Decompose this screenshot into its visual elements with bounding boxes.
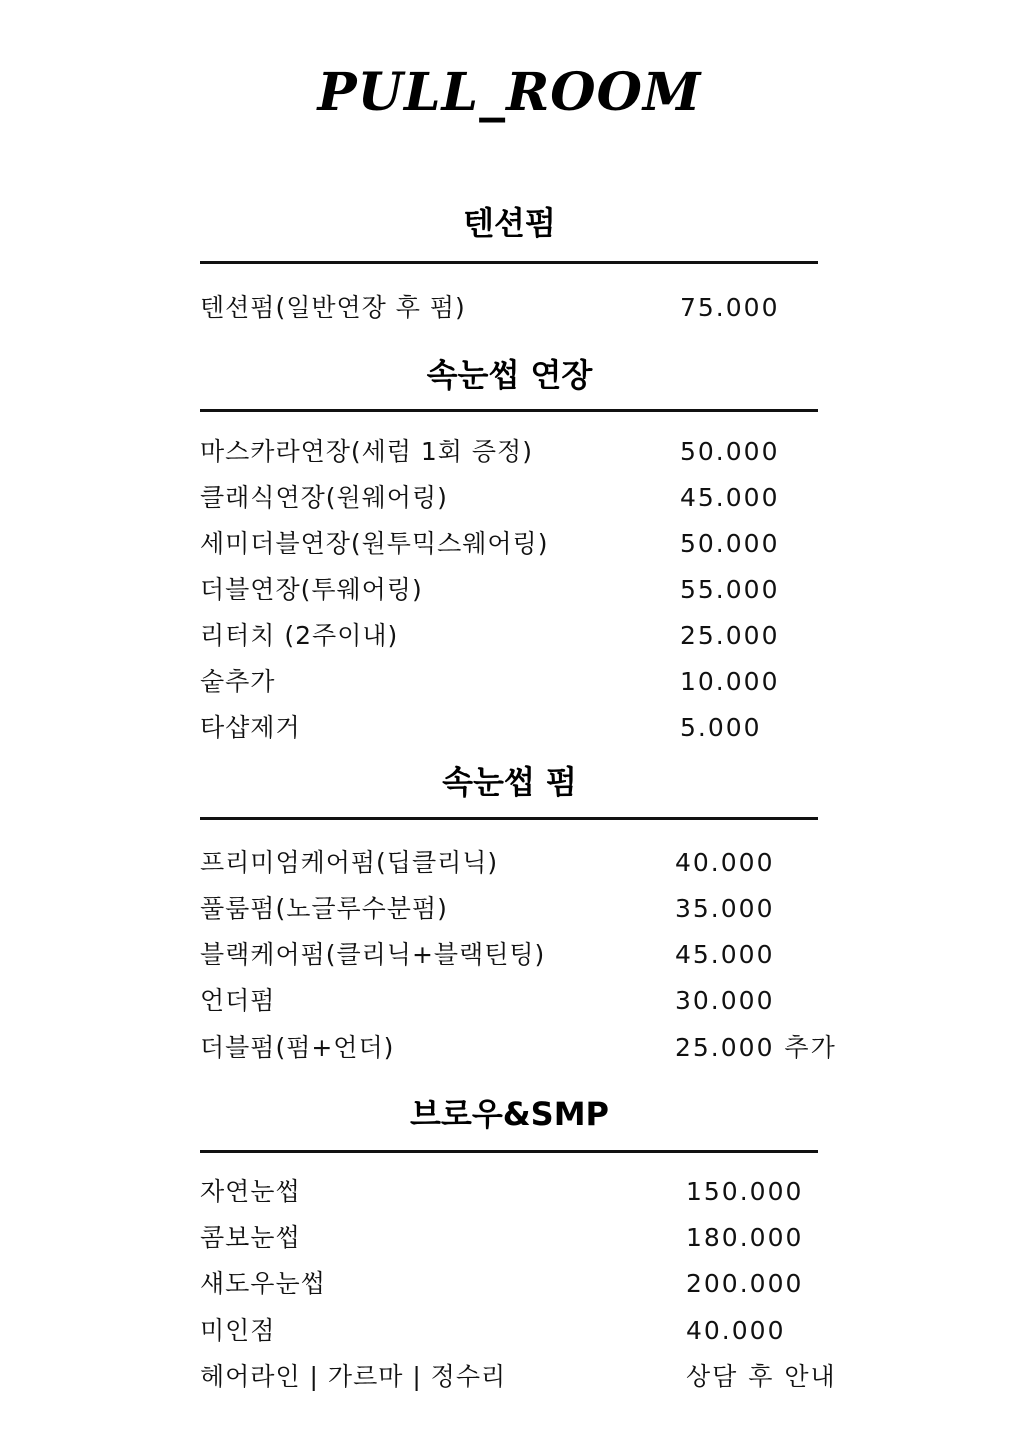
menu-item-name: 더블연장(투웨어링): [200, 575, 423, 604]
section-heading-lash-perm: 속눈썹 펌: [442, 763, 577, 801]
menu-item-name: 자연눈썹: [200, 1177, 301, 1206]
menu-item-price: 75.000: [680, 293, 780, 322]
menu-item-price: 180.000: [686, 1223, 804, 1252]
menu-item-name: 리터치 (2주이내): [200, 621, 399, 650]
section-divider: [200, 1150, 818, 1153]
section-heading-brow-smp: 브로우&SMP: [410, 1095, 609, 1133]
menu-item-name: 섀도우눈썹: [200, 1269, 326, 1298]
menu-item-price: 50.000: [680, 437, 780, 466]
section-heading-tension-perm: 텐션펌: [463, 204, 556, 242]
menu-item-price: 45.000: [675, 940, 775, 969]
menu-item-name: 클래식연장(원웨어링): [200, 483, 448, 512]
menu-item-price: 상담 후 안내: [686, 1362, 837, 1391]
menu-item-price: 200.000: [686, 1269, 804, 1298]
menu-item-name: 헤어라인 | 가르마 | 정수리: [200, 1362, 507, 1391]
menu-item-name: 더블펌(펌+언더): [200, 1033, 395, 1062]
menu-item-price: 35.000: [675, 894, 775, 923]
menu-item-name: 텐션펌(일반연장 후 펌): [200, 293, 466, 322]
menu-item-name: 세미더블연장(원투믹스웨어링): [200, 529, 549, 558]
menu-item-price: 10.000: [680, 667, 780, 696]
menu-item-name: 타샵제거: [200, 713, 301, 742]
menu-item-price: 5.000: [680, 713, 762, 742]
menu-item-price: 25.000 추가: [675, 1033, 837, 1062]
menu-item-price: 30.000: [675, 986, 775, 1015]
menu-item-price: 40.000: [686, 1316, 786, 1345]
menu-item-name: 미인점: [200, 1316, 276, 1345]
menu-item-name: 숱추가: [200, 667, 276, 696]
menu-item-name: 언더펌: [200, 986, 276, 1015]
menu-item-price: 150.000: [686, 1177, 804, 1206]
menu-item-name: 마스카라연장(세럼 1회 증정): [200, 437, 533, 466]
menu-item-price: 55.000: [680, 575, 780, 604]
menu-item-price: 25.000: [680, 621, 780, 650]
section-divider: [200, 261, 818, 264]
section-heading-lash-extension: 속눈썹 연장: [426, 356, 593, 394]
menu-item-name: 프리미엄케어펌(딥클리닉): [200, 848, 499, 877]
page-title: PULL_ROOM: [317, 62, 702, 123]
menu-item-price: 40.000: [675, 848, 775, 877]
section-divider: [200, 409, 818, 412]
menu-item-name: 풀룸펌(노글루수분펌): [200, 894, 448, 923]
section-divider: [200, 817, 818, 820]
menu-item-price: 50.000: [680, 529, 780, 558]
menu-item-name: 콤보눈썹: [200, 1223, 301, 1252]
menu-item-price: 45.000: [680, 483, 780, 512]
menu-item-name: 블랙케어펌(클리닉+블랙틴팅): [200, 940, 546, 969]
